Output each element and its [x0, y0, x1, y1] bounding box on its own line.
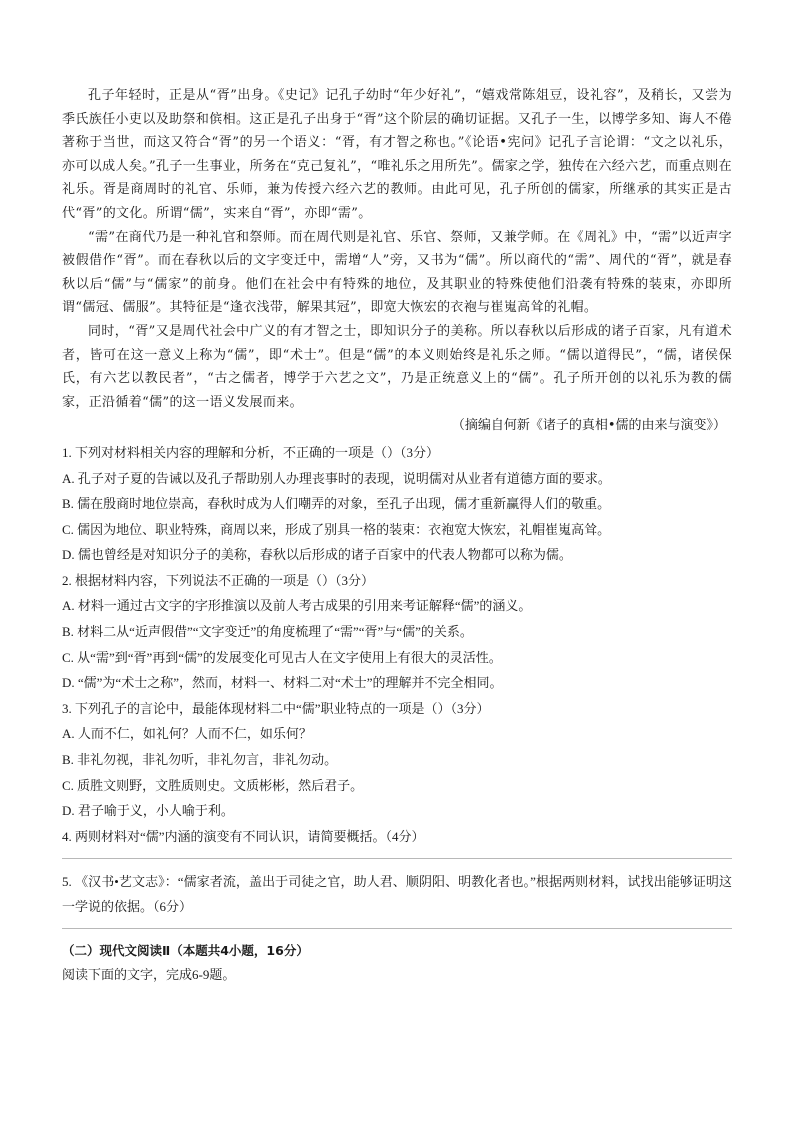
question-3-stem: 3. 下列孔子的言论中，最能体现材料二中“儒”职业特点的一项是（）（3分） [62, 700, 490, 716]
question-3-option-c: C. 质胜文则野，文胜质则史。文质彬彬，然后君子。 [62, 777, 364, 793]
question-3-option-d: D. 君子喻于义，小人喻于利。 [62, 803, 234, 819]
passage-paragraph-2: “需”在商代乃是一种礼官和祭师。而在周代则是礼官、乐官、祭师，又兼学师。在《周礼》中，“需”以近声字被假借作“胥”。而在春秋以后的文字变迁中，需增“人”旁，又书为“儒”。所以商代的“需”、周代的“胥”，就是春秋以后“儒”与“儒家”的前身。他们在社会中有特殊的地位，及其职业的特殊使他们沿袭有特殊的装束，亦即所谓“儒冠、儒服”。其特征是“逢衣浅带，解果其冠”，即宽大恢宏的衣袍与崔嵬高耸的礼帽。 [62, 229, 732, 316]
question-3-option-a: A. 人而不仁，如礼何？人而不仁，如乐何？ [62, 726, 312, 742]
reading-passage [62, 84, 732, 438]
question-4-stem: 4. 两则材料对“儒”内涵的演变有不同认识，请简要概括。（4分） [62, 828, 425, 844]
question-3 [62, 696, 732, 824]
answer-line-1 [62, 858, 732, 859]
question-1-option-d: D. 儒也曾经是对知识分子的美称，春秋以后形成的诸子百家中的代表人物都可以称为儒。 [62, 547, 572, 563]
question-list [62, 440, 732, 930]
question-1-stem: 1. 下列对材料相关内容的理解和分析，不正确的一项是（）（3分） [62, 444, 440, 460]
question-4 [62, 824, 732, 850]
question-2-option-d: D. “儒”为“术士之称”，然而，材料一、材料二对“术士”的理解并不完全相同。 [62, 675, 503, 691]
passage-source: （摘编自何新《诸子的真相•儒的由来与演变》） [451, 418, 726, 434]
question-5-stem: 5. 《汉书•艺文志》：“儒家者流，盖出于司徒之官，助人君、顺阴阳、明教化者也。”根据两则材料，试找出能够证明这一学说的依据。（6分） [62, 874, 732, 915]
question-2-stem: 2. 根据材料内容，下列说法不正确的一项是（）（3分） [62, 572, 375, 588]
question-1 [62, 440, 732, 568]
section-instruction: 阅读下面的文字，完成6-9题。 [62, 967, 236, 983]
question-2-option-c: C. 从“需”到“胥”再到“儒”的发展变化可见古人在文字使用上有很大的灵活性。 [62, 649, 502, 665]
question-1-option-a: A. 孔子对子夏的告诫以及孔子帮助别人办理丧事时的表现，说明儒对从业者有道德方面的要求。 [62, 470, 611, 486]
question-2-option-b: B. 材料二从“近声假借”“文字变迁”的角度梳理了“需”“胥”与“儒”的关系。 [62, 624, 473, 640]
answer-line-2 [62, 928, 732, 929]
section-title: （二）现代文阅读Ⅱ（本题共4小题，16分） [62, 943, 309, 959]
section-header [62, 939, 732, 987]
question-2 [62, 568, 732, 696]
question-1-option-b: B. 儒在殷商时地位崇高，春秋时成为人们嘲弄的对象，至孔子出现，儒才重新赢得人们的敬重。 [62, 496, 611, 512]
question-3-option-b: B. 非礼勿视，非礼勿听，非礼勿言，非礼勿动。 [62, 752, 338, 768]
question-1-option-c: C. 儒因为地位、职业特殊，商周以来，形成了别具一格的装束：衣袍宽大恢宏，礼帽崔嵬高耸。 [62, 521, 611, 537]
passage-paragraph-3: 同时，“胥”又是周代社会中广义的有才智之士，即知识分子的美称。所以春秋以后形成的诸子百家，凡有道术者，皆可在这一意义上称为“儒”，即“术士”。但是“儒”的本义则始终是礼乐之师。“儒以道得民”，“儒，诸侯保氏，有六艺以教民者”，“古之儒者，博学于六艺之文”，乃是正统意义上的“儒”。孔子所开创的以礼乐为教的儒家，正沿循着“儒”的这一语义发展而来。 [62, 323, 732, 410]
question-2-option-a: A. 材料一通过古文字的字形推演以及前人考古成果的引用来考证解释“儒”的涵义。 [62, 598, 532, 614]
passage-paragraph-1: 孔子年轻时，正是从“胥”出身。《史记》记孔子幼时“年少好礼”，“嬉戏常陈俎豆，设礼容”，及稍长，又尝为季氏族任小吏以及助祭和傧相。这正是孔子出身于“胥”这个阶层的确切证据。又孔子一生，以博学多知、诲人不倦著称于当世，而这又符合“胥”的另一个语义：“胥，有才智之称也。”《论语•宪问》记孔子言论谓：“文之以礼乐，亦可以成人矣。”孔子一生事业，所务在“克己复礼”，“唯礼乐之用所先”。儒家之学，独传在六经六艺，而重点则在礼乐。胥是商周时的礼官、乐师，兼为传授六经六艺的教师。由此可见，孔子所创的儒家，所继承的其实正是古代“胥”的文化。所谓“儒”，实来自“胥”，亦即“需”。 [62, 88, 732, 221]
